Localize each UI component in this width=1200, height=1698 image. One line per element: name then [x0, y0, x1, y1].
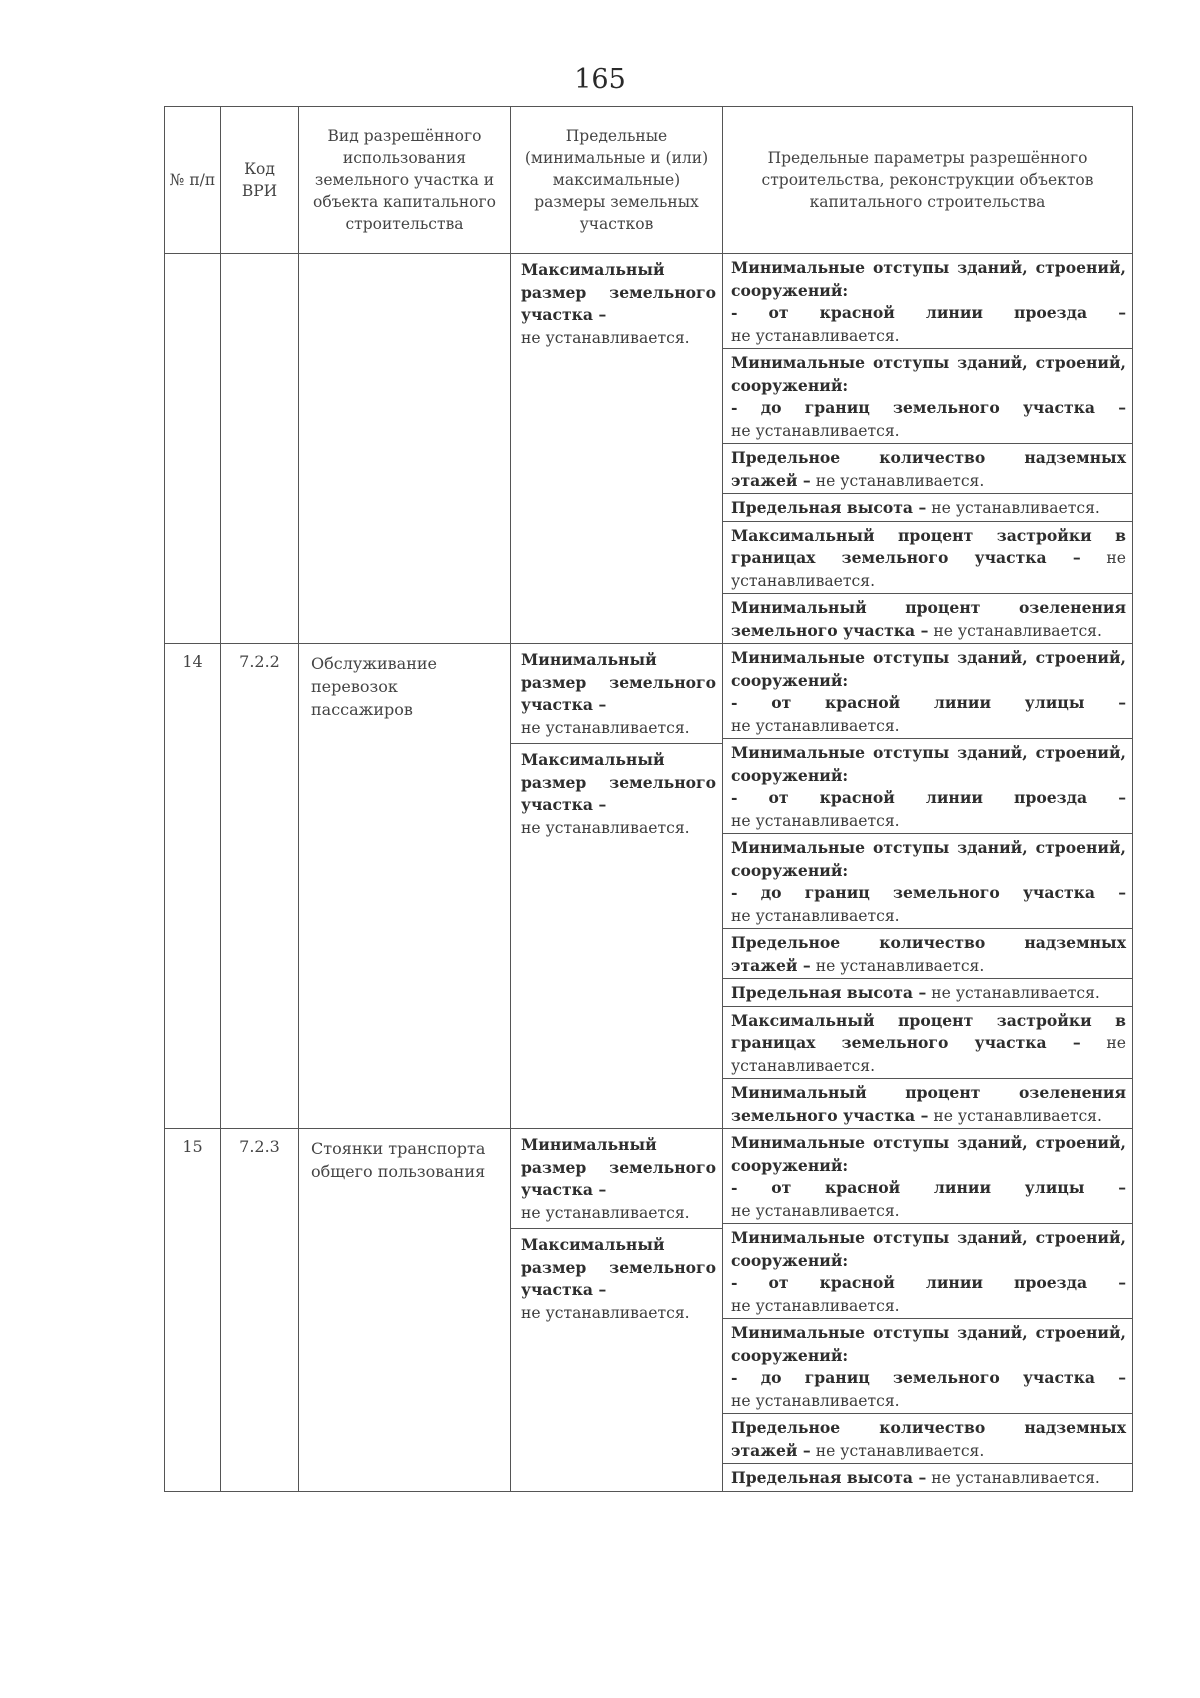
- param-value: не устанавливается.: [731, 716, 900, 735]
- param-label: Предельная высота –: [731, 1468, 927, 1487]
- param-block: [723, 1464, 1132, 1491]
- param-label: Максимальный процент застройки в границах земельного участка –: [731, 525, 1126, 567]
- param-label: Минимальные отступы зданий, строений, сооружений:: [731, 648, 1126, 690]
- param-block: [723, 1224, 1132, 1319]
- param-label: Минимальные отступы зданий, строений, сооружений:: [731, 258, 1126, 300]
- page-number: 165: [574, 64, 626, 95]
- param-block: [723, 1319, 1132, 1414]
- param-label: Минимальные отступы зданий, строений, сооружений:: [731, 353, 1126, 395]
- construction-params-cell: [723, 1129, 1133, 1492]
- plot-size-value: не устанавливается.: [521, 718, 690, 737]
- param-value: не устанавливается.: [931, 499, 1100, 517]
- param-label: Минимальные отступы зданий, строений, сооружений:: [731, 838, 1126, 880]
- param-label: Минимальный процент озеленения земельного участка –: [731, 1083, 1126, 1125]
- param-sublabel: - от красной линии проезда –: [731, 303, 1126, 322]
- plot-size-block: [511, 1229, 722, 1328]
- table-row: [165, 1129, 1133, 1492]
- param-value: не устанавливается.: [731, 811, 900, 830]
- param-value: не устанавливается.: [731, 906, 900, 925]
- plot-size-cell: [511, 644, 723, 1129]
- vri-code: 7.2.2: [221, 644, 299, 1129]
- plot-size-label: Минимальный размер земельного участка –: [521, 650, 716, 714]
- vri-name: [299, 254, 511, 644]
- param-label: Минимальные отступы зданий, строений, сооружений:: [731, 1323, 1126, 1365]
- table-row: [165, 644, 1133, 1129]
- row-number: 15: [165, 1129, 221, 1492]
- param-block: [723, 522, 1132, 595]
- plot-size-label: Максимальный размер земельного участка –: [521, 750, 716, 814]
- param-value: не устанавливается.: [731, 549, 1126, 590]
- plot-size-block: [511, 1129, 722, 1229]
- plot-size-value: не устанавливается.: [521, 1203, 690, 1222]
- construction-params-cell: [723, 254, 1133, 644]
- table-row: [165, 254, 1133, 644]
- vri-code: [221, 254, 299, 644]
- param-sublabel: - до границ земельного участка –: [731, 1368, 1126, 1387]
- vri-name: Обслуживание перевозок пассажиров: [299, 644, 511, 1129]
- param-value: не устанавливается.: [731, 1296, 900, 1315]
- param-value: не устанавливается.: [731, 421, 900, 440]
- vri-name: Стоянки транспорта общего пользования: [299, 1129, 511, 1492]
- row-number: [165, 254, 221, 644]
- param-block: [723, 979, 1132, 1007]
- param-block: [723, 594, 1132, 643]
- plot-size-cell: [511, 254, 723, 644]
- param-block: [723, 1129, 1132, 1224]
- param-label: Предельная высота –: [731, 983, 927, 1002]
- plot-size-value: не устанавливается.: [521, 1303, 690, 1322]
- param-value: не устанавливается.: [731, 326, 900, 345]
- plot-size-cell: [511, 1129, 723, 1492]
- header-code: Код ВРИ: [221, 107, 299, 254]
- param-value: не устанавливается.: [933, 1106, 1102, 1125]
- param-label: Минимальные отступы зданий, строений, сооружений:: [731, 743, 1126, 785]
- param-value: не устанавливается.: [815, 956, 985, 975]
- param-label: Минимальные отступы зданий, строений, сооружений:: [731, 1228, 1126, 1270]
- vri-code: 7.2.3: [221, 1129, 299, 1492]
- param-sublabel: - от красной линии проезда –: [731, 788, 1126, 807]
- param-block: [723, 1414, 1132, 1464]
- param-value: не устанавливается.: [933, 621, 1102, 640]
- zoning-parameters-table: [164, 106, 1133, 1492]
- param-block: [723, 644, 1132, 739]
- param-value: не устанавливается.: [731, 1201, 900, 1220]
- param-block: [723, 444, 1132, 494]
- param-sublabel: - до границ земельного участка –: [731, 398, 1126, 417]
- plot-size-block: [511, 644, 722, 744]
- param-label: Минимальные отступы зданий, строений, сооружений:: [731, 1133, 1126, 1175]
- param-value: не устанавливается.: [731, 1391, 900, 1410]
- header-vri: Вид разрешённого использования земельного участка и объекта капитального строительства: [299, 107, 511, 254]
- param-label: Предельная высота –: [731, 498, 927, 517]
- plot-size-value: не устанавливается.: [521, 818, 690, 837]
- param-label: Минимальный процент озеленения земельного участка –: [731, 598, 1126, 640]
- param-label: Максимальный процент застройки в границах земельного участка –: [731, 1010, 1126, 1052]
- param-value: не устанавливается.: [931, 1469, 1100, 1487]
- param-label: Предельное количество надземных этажей –: [731, 448, 1126, 490]
- plot-size-block: [511, 744, 722, 843]
- row-number: 14: [165, 644, 221, 1129]
- param-value: не устанавливается.: [731, 1034, 1126, 1075]
- param-sublabel: - до границ земельного участка –: [731, 883, 1126, 902]
- param-block: [723, 494, 1132, 522]
- param-block: [723, 834, 1132, 929]
- param-block: [723, 1007, 1132, 1080]
- param-value: не устанавливается.: [931, 984, 1100, 1002]
- header-sizes: Предельные (минимальные и (или) максимальные) размеры земельных участков: [511, 107, 723, 254]
- param-value: не устанавливается.: [815, 1441, 985, 1460]
- plot-size-block: [511, 254, 722, 353]
- param-block: [723, 254, 1132, 349]
- param-block: [723, 1079, 1132, 1128]
- param-value: не устанавливается.: [815, 471, 985, 490]
- plot-size-label: Минимальный размер земельного участка –: [521, 1135, 716, 1199]
- plot-size-label: Максимальный размер земельного участка –: [521, 1235, 716, 1299]
- table-body: [165, 254, 1133, 1492]
- param-label: Предельное количество надземных этажей –: [731, 933, 1126, 975]
- table-header-row: [165, 107, 1133, 254]
- header-num: № п/п: [165, 107, 221, 254]
- param-sublabel: - от красной линии улицы –: [731, 693, 1126, 712]
- param-sublabel: - от красной линии проезда –: [731, 1273, 1126, 1292]
- param-block: [723, 929, 1132, 979]
- param-label: Предельное количество надземных этажей –: [731, 1418, 1126, 1460]
- plot-size-label: Максимальный размер земельного участка –: [521, 260, 716, 324]
- construction-params-cell: [723, 644, 1133, 1129]
- plot-size-value: не устанавливается.: [521, 328, 690, 347]
- header-params: Предельные параметры разрешённого строительства, реконструкции объектов капитального строительства: [723, 107, 1133, 254]
- param-sublabel: - от красной линии улицы –: [731, 1178, 1126, 1197]
- param-block: [723, 739, 1132, 834]
- param-block: [723, 349, 1132, 444]
